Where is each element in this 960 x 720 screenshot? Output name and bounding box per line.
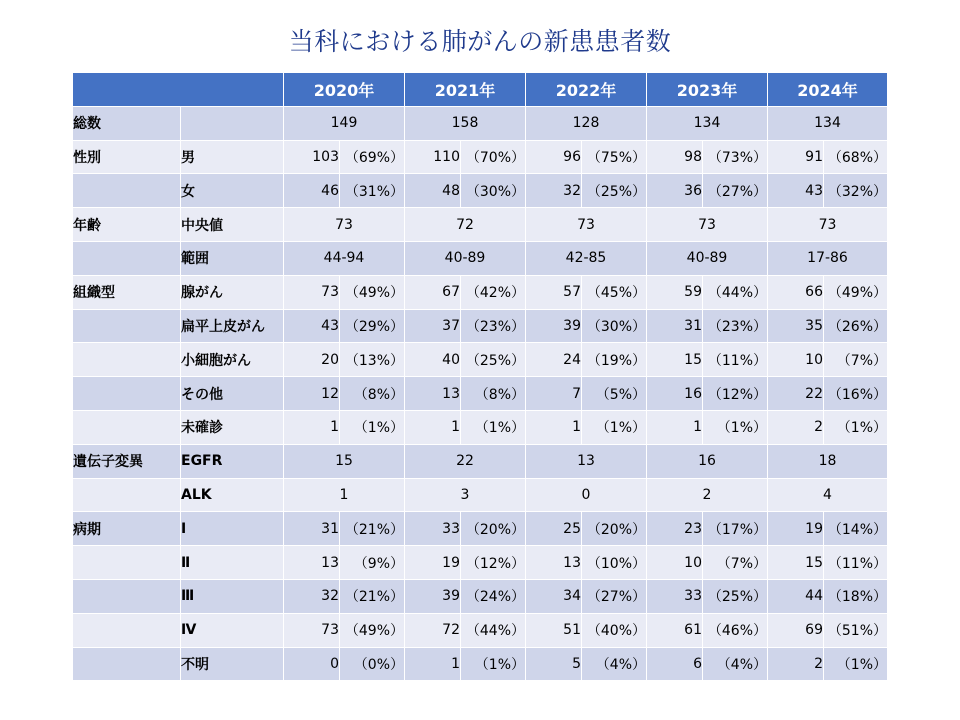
year-header: 2024年 <box>768 73 888 107</box>
percent-cell: （12%） <box>703 377 768 411</box>
table-row <box>73 275 888 309</box>
percent-cell: （12%） <box>461 546 526 580</box>
category-label <box>73 343 181 377</box>
count-cell: 0 <box>284 647 340 681</box>
table-row <box>73 174 888 208</box>
category-label: 組織型 <box>73 275 181 309</box>
percent-cell: （32%） <box>824 174 888 208</box>
count-cell: 13 <box>405 377 461 411</box>
percent-cell: （49%） <box>824 275 888 309</box>
percent-cell: （44%） <box>461 613 526 647</box>
value-cell: 22 <box>405 444 526 478</box>
count-cell: 33 <box>647 579 703 613</box>
percent-cell: （14%） <box>824 512 888 546</box>
count-cell: 46 <box>284 174 340 208</box>
percent-cell: （29%） <box>340 309 405 343</box>
value-cell: 158 <box>405 106 526 140</box>
percent-cell: （0%） <box>340 647 405 681</box>
count-cell: 43 <box>768 174 824 208</box>
count-cell: 43 <box>284 309 340 343</box>
value-cell: 128 <box>526 106 647 140</box>
table-row <box>73 377 888 411</box>
subcategory-label: 中央値 <box>181 208 284 242</box>
year-header: 2022年 <box>526 73 647 107</box>
table-row <box>73 613 888 647</box>
table-row <box>73 579 888 613</box>
percent-cell: （23%） <box>461 309 526 343</box>
category-label: 性別 <box>73 140 181 174</box>
table-row <box>73 241 888 275</box>
value-cell: 73 <box>526 208 647 242</box>
year-header: 2020年 <box>284 73 405 107</box>
count-cell: 59 <box>647 275 703 309</box>
percent-cell: （30%） <box>582 309 647 343</box>
count-cell: 39 <box>405 579 461 613</box>
count-cell: 6 <box>647 647 703 681</box>
value-cell: 15 <box>284 444 405 478</box>
percent-cell: （75%） <box>582 140 647 174</box>
count-cell: 39 <box>526 309 582 343</box>
subcategory-label: 腺がん <box>181 275 284 309</box>
count-cell: 32 <box>284 579 340 613</box>
count-cell: 61 <box>647 613 703 647</box>
count-cell: 73 <box>284 275 340 309</box>
category-label <box>73 647 181 681</box>
percent-cell: （44%） <box>703 275 768 309</box>
percent-cell: （13%） <box>340 343 405 377</box>
count-cell: 15 <box>647 343 703 377</box>
count-cell: 57 <box>526 275 582 309</box>
value-cell: 3 <box>405 478 526 512</box>
percent-cell: （4%） <box>703 647 768 681</box>
category-label <box>73 241 181 275</box>
percent-cell: （42%） <box>461 275 526 309</box>
count-cell: 12 <box>284 377 340 411</box>
percent-cell: （51%） <box>824 613 888 647</box>
percent-cell: （1%） <box>461 647 526 681</box>
count-cell: 31 <box>647 309 703 343</box>
subcategory-label: EGFR <box>181 444 284 478</box>
header-row <box>73 73 888 107</box>
value-cell: 0 <box>526 478 647 512</box>
percent-cell: （40%） <box>582 613 647 647</box>
value-cell: 73 <box>647 208 768 242</box>
category-label: 総数 <box>73 106 181 140</box>
count-cell: 20 <box>284 343 340 377</box>
percent-cell: （4%） <box>582 647 647 681</box>
percent-cell: （24%） <box>461 579 526 613</box>
percent-cell: （49%） <box>340 275 405 309</box>
value-cell: 73 <box>284 208 405 242</box>
percent-cell: （20%） <box>582 512 647 546</box>
count-cell: 1 <box>526 410 582 444</box>
percent-cell: （31%） <box>340 174 405 208</box>
count-cell: 2 <box>768 410 824 444</box>
count-cell: 110 <box>405 140 461 174</box>
percent-cell: （21%） <box>340 512 405 546</box>
year-header: 2021年 <box>405 73 526 107</box>
percent-cell: （1%） <box>340 410 405 444</box>
percent-cell: （8%） <box>340 377 405 411</box>
value-cell: 17-86 <box>768 241 888 275</box>
percent-cell: （19%） <box>582 343 647 377</box>
value-cell: 134 <box>647 106 768 140</box>
value-cell: 72 <box>405 208 526 242</box>
count-cell: 37 <box>405 309 461 343</box>
count-cell: 13 <box>284 546 340 580</box>
subcategory-label: ALK <box>181 478 284 512</box>
percent-cell: （10%） <box>582 546 647 580</box>
percent-cell: （26%） <box>824 309 888 343</box>
subcategory-label: 未確診 <box>181 410 284 444</box>
table-row <box>73 309 888 343</box>
percent-cell: （46%） <box>703 613 768 647</box>
count-cell: 31 <box>284 512 340 546</box>
count-cell: 103 <box>284 140 340 174</box>
count-cell: 36 <box>647 174 703 208</box>
table-row <box>73 208 888 242</box>
category-label <box>73 410 181 444</box>
category-label <box>73 174 181 208</box>
count-cell: 98 <box>647 140 703 174</box>
subcategory-label: Ⅱ <box>181 546 284 580</box>
subcategory-label: Ⅲ <box>181 579 284 613</box>
category-label <box>73 309 181 343</box>
count-cell: 69 <box>768 613 824 647</box>
count-cell: 16 <box>647 377 703 411</box>
count-cell: 19 <box>768 512 824 546</box>
count-cell: 22 <box>768 377 824 411</box>
percent-cell: （20%） <box>461 512 526 546</box>
percent-cell: （1%） <box>703 410 768 444</box>
count-cell: 34 <box>526 579 582 613</box>
category-label <box>73 377 181 411</box>
count-cell: 66 <box>768 275 824 309</box>
year-header: 2023年 <box>647 73 768 107</box>
count-cell: 33 <box>405 512 461 546</box>
count-cell: 91 <box>768 140 824 174</box>
subcategory-label <box>181 106 284 140</box>
subcategory-label: 男 <box>181 140 284 174</box>
count-cell: 48 <box>405 174 461 208</box>
count-cell: 32 <box>526 174 582 208</box>
count-cell: 35 <box>768 309 824 343</box>
percent-cell: （11%） <box>824 546 888 580</box>
value-cell: 2 <box>647 478 768 512</box>
percent-cell: （9%） <box>340 546 405 580</box>
percent-cell: （8%） <box>461 377 526 411</box>
count-cell: 73 <box>284 613 340 647</box>
table-row <box>73 343 888 377</box>
value-cell: 44-94 <box>284 241 405 275</box>
percent-cell: （30%） <box>461 174 526 208</box>
count-cell: 13 <box>526 546 582 580</box>
page-title: 当科における肺がんの新患患者数 <box>288 27 672 56</box>
category-label <box>73 613 181 647</box>
percent-cell: （16%） <box>824 377 888 411</box>
table-row <box>73 647 888 681</box>
percent-cell: （1%） <box>582 410 647 444</box>
count-cell: 72 <box>405 613 461 647</box>
percent-cell: （1%） <box>824 410 888 444</box>
percent-cell: （11%） <box>703 343 768 377</box>
category-label <box>73 546 181 580</box>
category-label: 病期 <box>73 512 181 546</box>
percent-cell: （7%） <box>703 546 768 580</box>
subcategory-label: 扁平上皮がん <box>181 309 284 343</box>
count-cell: 10 <box>647 546 703 580</box>
value-cell: 16 <box>647 444 768 478</box>
count-cell: 7 <box>526 377 582 411</box>
count-cell: 15 <box>768 546 824 580</box>
value-cell: 40-89 <box>405 241 526 275</box>
value-cell: 134 <box>768 106 888 140</box>
percent-cell: （18%） <box>824 579 888 613</box>
category-label: 遺伝子変異 <box>73 444 181 478</box>
count-cell: 24 <box>526 343 582 377</box>
value-cell: 4 <box>768 478 888 512</box>
percent-cell: （7%） <box>824 343 888 377</box>
count-cell: 25 <box>526 512 582 546</box>
count-cell: 96 <box>526 140 582 174</box>
count-cell: 1 <box>647 410 703 444</box>
count-cell: 5 <box>526 647 582 681</box>
percent-cell: （23%） <box>703 309 768 343</box>
percent-cell: （27%） <box>582 579 647 613</box>
value-cell: 73 <box>768 208 888 242</box>
percent-cell: （73%） <box>703 140 768 174</box>
table-row <box>73 410 888 444</box>
percent-cell: （45%） <box>582 275 647 309</box>
count-cell: 10 <box>768 343 824 377</box>
percent-cell: （21%） <box>340 579 405 613</box>
count-cell: 51 <box>526 613 582 647</box>
table-row <box>73 512 888 546</box>
percent-cell: （49%） <box>340 613 405 647</box>
value-cell: 1 <box>284 478 405 512</box>
count-cell: 40 <box>405 343 461 377</box>
percent-cell: （70%） <box>461 140 526 174</box>
table-row <box>73 444 888 478</box>
percent-cell: （68%） <box>824 140 888 174</box>
percent-cell: （25%） <box>582 174 647 208</box>
percent-cell: （27%） <box>703 174 768 208</box>
count-cell: 1 <box>284 410 340 444</box>
percent-cell: （5%） <box>582 377 647 411</box>
table-row <box>73 140 888 174</box>
percent-cell: （17%） <box>703 512 768 546</box>
subcategory-label: 女 <box>181 174 284 208</box>
count-cell: 1 <box>405 647 461 681</box>
count-cell: 2 <box>768 647 824 681</box>
patient-stats-table <box>72 72 888 681</box>
subcategory-label: Ⅳ <box>181 613 284 647</box>
count-cell: 44 <box>768 579 824 613</box>
percent-cell: （25%） <box>461 343 526 377</box>
subcategory-label: Ⅰ <box>181 512 284 546</box>
subcategory-label: 範囲 <box>181 241 284 275</box>
count-cell: 67 <box>405 275 461 309</box>
table-row <box>73 478 888 512</box>
value-cell: 18 <box>768 444 888 478</box>
category-label <box>73 478 181 512</box>
value-cell: 13 <box>526 444 647 478</box>
subcategory-label: その他 <box>181 377 284 411</box>
table-row <box>73 106 888 140</box>
count-cell: 19 <box>405 546 461 580</box>
value-cell: 149 <box>284 106 405 140</box>
category-label <box>73 579 181 613</box>
subcategory-label: 不明 <box>181 647 284 681</box>
category-label: 年齢 <box>73 208 181 242</box>
percent-cell: （69%） <box>340 140 405 174</box>
header-blank-cell <box>73 73 284 107</box>
percent-cell: （25%） <box>703 579 768 613</box>
value-cell: 40-89 <box>647 241 768 275</box>
subcategory-label: 小細胞がん <box>181 343 284 377</box>
percent-cell: （1%） <box>824 647 888 681</box>
table-body <box>73 106 888 681</box>
value-cell: 42-85 <box>526 241 647 275</box>
table-row <box>73 546 888 580</box>
count-cell: 23 <box>647 512 703 546</box>
count-cell: 1 <box>405 410 461 444</box>
percent-cell: （1%） <box>461 410 526 444</box>
